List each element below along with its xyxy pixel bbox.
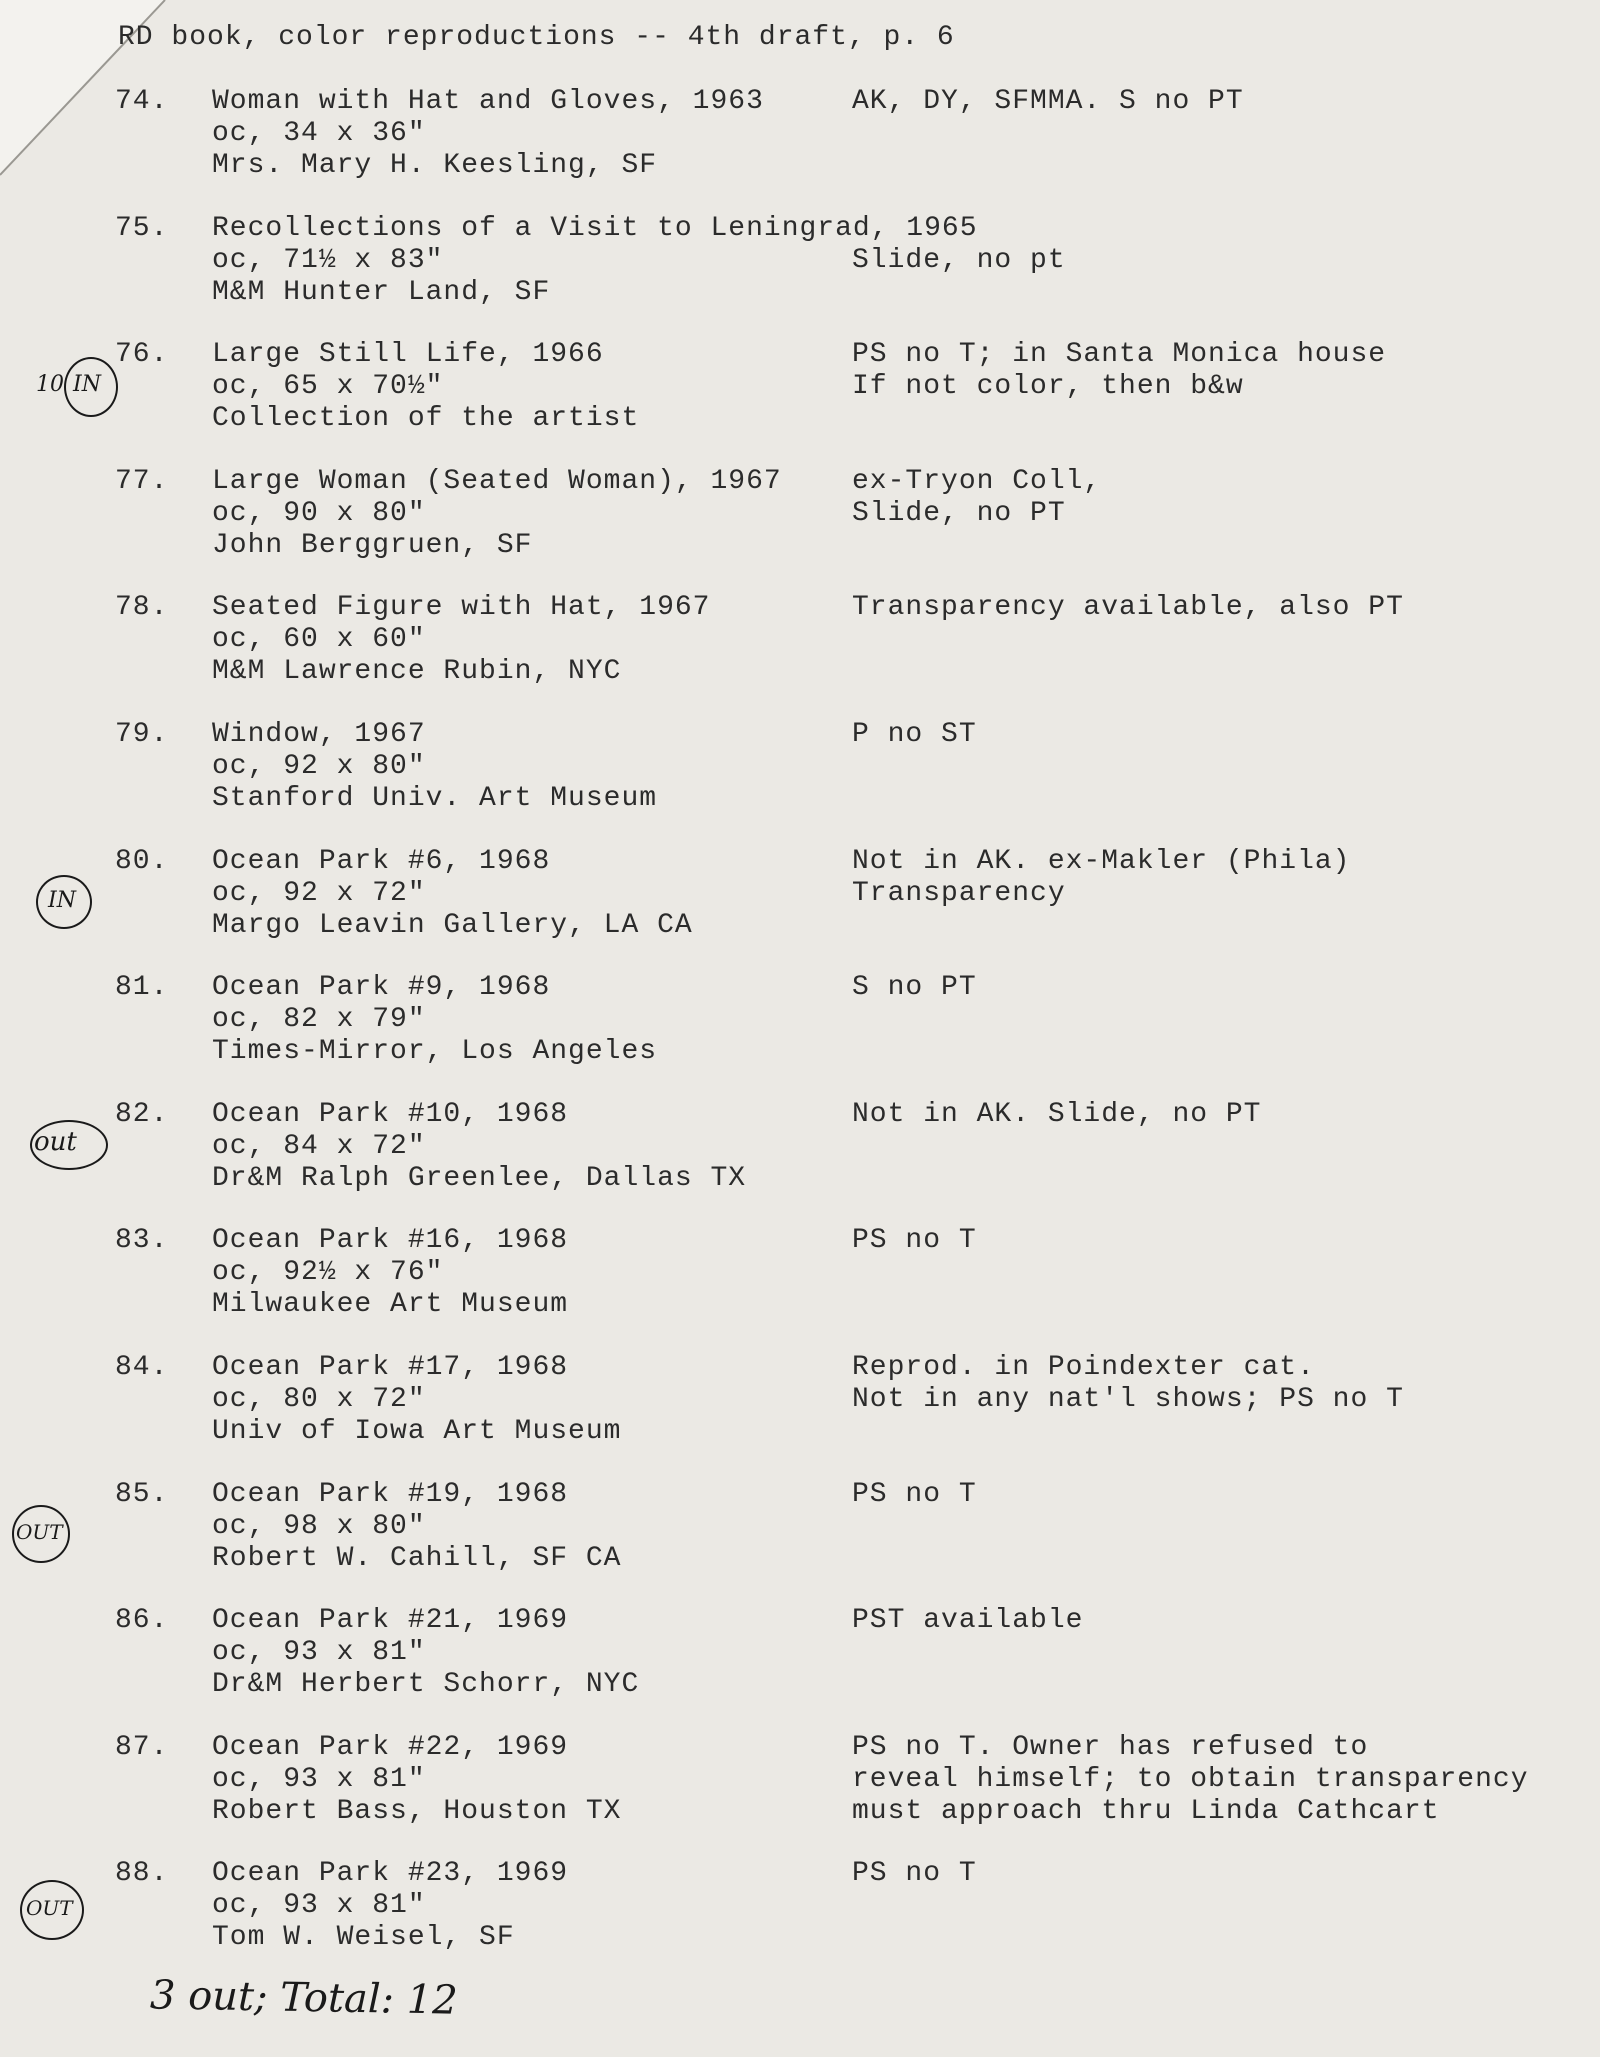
entry-details [212, 86, 764, 182]
entry-details [212, 972, 657, 1068]
catalog-entry [0, 1099, 1600, 1219]
catalog-entry [0, 86, 1600, 206]
entry-number: 76. [115, 339, 169, 370]
entry-number: 86. [115, 1605, 169, 1636]
entry-details [212, 1099, 746, 1195]
entry-medium-size: oc, 60 x 60" [212, 624, 426, 655]
entry-details [212, 339, 639, 435]
entry-note-line: AK, DY, SFMMA. S no PT [852, 86, 1244, 117]
entry-note-line: PS no T [852, 1858, 977, 1889]
entry-note-line: reveal himself; to obtain transparency [852, 1764, 1529, 1795]
entry-owner: Stanford Univ. Art Museum [212, 783, 658, 814]
entry-note-line: Not in AK. ex-Makler (Phila) [852, 846, 1351, 877]
entry-note-line: Slide, no PT [852, 498, 1066, 529]
entry-note-line: Not in AK. Slide, no PT [852, 1099, 1262, 1130]
entry-note-line: Transparency [852, 878, 1066, 909]
entry-owner: Margo Leavin Gallery, LA CA [212, 910, 693, 941]
handwritten-mark-76-prefix: 10 [36, 372, 64, 397]
entry-medium-size: oc, 92½ x 76" [212, 1257, 444, 1288]
entry-notes [852, 719, 977, 751]
entry-notes [852, 846, 1350, 910]
handwritten-mark-88-text: OUT [26, 1896, 73, 1920]
catalog-entry [0, 1352, 1600, 1472]
entry-medium-size: oc, 93 x 81" [212, 1637, 426, 1668]
entry-details [212, 1479, 621, 1575]
entry-number: 74. [115, 86, 169, 117]
catalog-entry [0, 339, 1600, 459]
entry-title: Ocean Park #19, 1968 [212, 1479, 569, 1510]
entry-details [212, 1225, 568, 1321]
entry-medium-size: oc, 34 x 36" [212, 118, 426, 149]
entry-owner: John Berggruen, SF [212, 530, 533, 561]
catalog-entry [0, 213, 1600, 333]
entry-title: Ocean Park #23, 1969 [212, 1858, 569, 1889]
entry-details [212, 592, 710, 688]
entry-note-line: ex-Tryon Coll, [852, 466, 1102, 497]
catalog-entry [0, 972, 1600, 1092]
entry-medium-size: oc, 65 x 70½" [212, 371, 444, 402]
entry-details [212, 719, 657, 815]
entry-number: 77. [115, 466, 169, 497]
catalog-entry [0, 1225, 1600, 1345]
handwritten-total: 3 out; Total: 12 [149, 1972, 459, 2024]
entry-title: Ocean Park #10, 1968 [212, 1099, 569, 1130]
entry-note-line: If not color, then b&w [852, 371, 1244, 402]
entry-details [212, 846, 693, 942]
entry-number: 84. [115, 1352, 169, 1383]
catalog-entry [0, 1858, 1600, 1978]
entry-note-line [852, 213, 1066, 245]
entry-owner: Tom W. Weisel, SF [212, 1922, 515, 1953]
entry-medium-size: oc, 93 x 81" [212, 1890, 426, 1921]
entry-note-line: PS no T. Owner has refused to [852, 1732, 1369, 1763]
entry-title: Recollections of a Visit to Leningrad, 1965 [212, 213, 978, 244]
entry-notes [852, 592, 1404, 624]
entry-owner: Milwaukee Art Museum [212, 1289, 569, 1320]
catalog-entry [0, 719, 1600, 839]
entry-owner: Mrs. Mary H. Keesling, SF [212, 150, 658, 181]
entry-medium-size: oc, 82 x 79" [212, 1004, 426, 1035]
entry-number: 85. [115, 1479, 169, 1510]
entry-owner: Robert W. Cahill, SF CA [212, 1543, 622, 1574]
entry-number: 82. [115, 1099, 169, 1130]
entry-title: Woman with Hat and Gloves, 1963 [212, 86, 764, 117]
handwritten-mark-82-text: out [34, 1127, 77, 1157]
entry-title: Window, 1967 [212, 719, 426, 750]
entry-note-line: Reprod. in Poindexter cat. [852, 1352, 1315, 1383]
catalog-entry [0, 1605, 1600, 1725]
entry-medium-size: oc, 80 x 72" [212, 1384, 426, 1415]
entry-number: 75. [115, 213, 169, 244]
catalog-entry [0, 846, 1600, 966]
entry-number: 87. [115, 1732, 169, 1763]
entry-title: Ocean Park #16, 1968 [212, 1225, 569, 1256]
entry-note-line: PS no T [852, 1479, 977, 1510]
catalog-entry [0, 592, 1600, 712]
entry-notes [852, 1858, 977, 1890]
entry-details [212, 1605, 639, 1701]
entry-notes [852, 1352, 1404, 1416]
entry-medium-size: oc, 98 x 80" [212, 1511, 426, 1542]
entry-number: 80. [115, 846, 169, 877]
entry-note-line: Transparency available, also PT [852, 592, 1404, 623]
entry-owner: Univ of Iowa Art Museum [212, 1416, 622, 1447]
entry-medium-size: oc, 93 x 81" [212, 1764, 426, 1795]
entry-owner: Dr&M Herbert Schorr, NYC [212, 1669, 640, 1700]
entry-title: Seated Figure with Hat, 1967 [212, 592, 711, 623]
handwritten-mark-80-text: IN [48, 888, 76, 913]
entry-owner: M&M Hunter Land, SF [212, 277, 551, 308]
entry-title: Ocean Park #6, 1968 [212, 846, 551, 877]
entry-number: 83. [115, 1225, 169, 1256]
entry-notes [852, 339, 1386, 403]
entry-details [212, 1732, 621, 1828]
entry-medium-size: oc, 71½ x 83" [212, 245, 444, 276]
entry-note-line: PST available [852, 1605, 1084, 1636]
entry-notes [852, 972, 977, 1004]
entry-note-line: P no ST [852, 719, 977, 750]
entry-details [212, 466, 782, 562]
entry-owner: M&M Lawrence Rubin, NYC [212, 656, 622, 687]
entry-owner: Robert Bass, Houston TX [212, 1796, 622, 1827]
entry-notes [852, 213, 1066, 277]
entry-medium-size: oc, 92 x 80" [212, 751, 426, 782]
page-header: RD book, color reproductions -- 4th draft, p. 6 [118, 22, 955, 53]
entry-medium-size: oc, 84 x 72" [212, 1131, 426, 1162]
entry-note-line: PS no T; in Santa Monica house [852, 339, 1387, 370]
entry-notes [852, 1605, 1083, 1637]
catalog-entry [0, 1732, 1600, 1852]
handwritten-mark-85-text: OUT [16, 1520, 63, 1544]
entry-number: 78. [115, 592, 169, 623]
entry-medium-size: oc, 90 x 80" [212, 498, 426, 529]
entry-note-line: Not in any nat'l shows; PS no T [852, 1384, 1404, 1415]
entry-title: Large Woman (Seated Woman), 1967 [212, 466, 782, 497]
entry-notes [852, 1099, 1261, 1131]
catalog-entry [0, 466, 1600, 586]
entry-title: Large Still Life, 1966 [212, 339, 604, 370]
entry-owner: Collection of the artist [212, 403, 640, 434]
entry-title: Ocean Park #17, 1968 [212, 1352, 569, 1383]
entry-details [212, 1858, 568, 1954]
entry-owner: Dr&M Ralph Greenlee, Dallas TX [212, 1163, 747, 1194]
entry-notes [852, 1225, 977, 1257]
entry-medium-size: oc, 92 x 72" [212, 878, 426, 909]
entry-owner: Times-Mirror, Los Angeles [212, 1036, 658, 1067]
entry-number: 81. [115, 972, 169, 1003]
entry-notes [852, 1479, 977, 1511]
entry-details [212, 1352, 621, 1448]
entry-note-line: PS no T [852, 1225, 977, 1256]
entry-number: 88. [115, 1858, 169, 1889]
entry-title: Ocean Park #21, 1969 [212, 1605, 569, 1636]
entry-note-line: S no PT [852, 972, 977, 1003]
entry-notes [852, 86, 1244, 118]
entry-notes [852, 466, 1101, 530]
entry-notes [852, 1732, 1529, 1828]
entry-note-line: must approach thru Linda Cathcart [852, 1796, 1440, 1827]
catalog-entry [0, 1479, 1600, 1599]
entry-title: Ocean Park #22, 1969 [212, 1732, 569, 1763]
handwritten-mark-76-text: IN [73, 372, 101, 397]
entry-note-line: Slide, no pt [852, 245, 1066, 276]
entry-title: Ocean Park #9, 1968 [212, 972, 551, 1003]
entry-number: 79. [115, 719, 169, 750]
